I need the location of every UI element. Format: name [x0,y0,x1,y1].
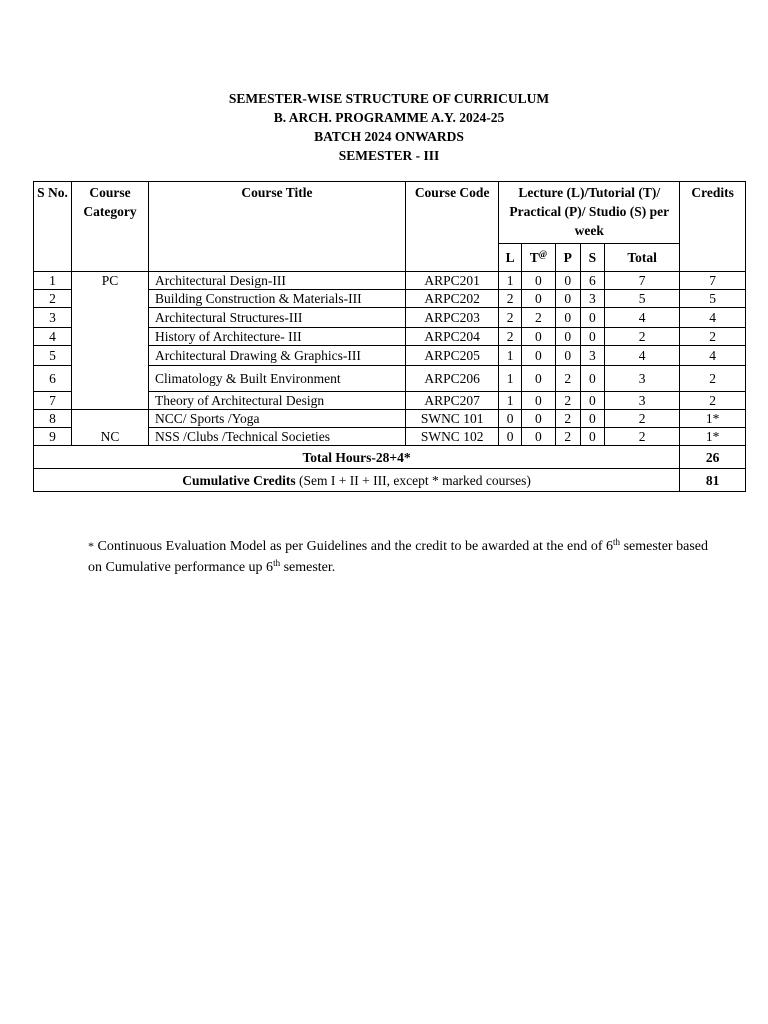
cell-course-code: ARPC203 [405,308,498,328]
cell-t: 0 [521,346,555,366]
cell-sno: 5 [34,346,72,366]
cell-p: 0 [555,346,580,366]
cell-s: 0 [580,410,605,428]
cumulative-credits-label: Cumulative Credits [182,472,296,488]
table-header-row [34,182,746,244]
cell-course-category [72,346,149,366]
cell-p: 2 [555,392,580,410]
cell-s: 0 [580,428,605,446]
header-l: L [499,244,522,272]
cell-credits: 1* [680,410,746,428]
cell-l: 1 [499,346,522,366]
cell-t: 0 [521,428,555,446]
cell-course-title: Climatology & Built Environment [149,366,406,392]
table-row [34,290,746,308]
cell-p: 2 [555,366,580,392]
cell-total: 3 [605,392,680,410]
cell-p: 0 [555,308,580,328]
cell-course-title: NCC/ Sports /Yoga [149,410,406,428]
header-t-superscript: @ [538,248,548,259]
table-row [34,346,746,366]
cell-course-title: Architectural Structures-III [149,308,406,328]
cell-l: 2 [499,290,522,308]
header-course-title: Course Title [149,182,406,272]
cell-t: 0 [521,410,555,428]
cell-course-code: SWNC 101 [405,410,498,428]
cell-credits: 4 [680,346,746,366]
total-hours-credits: 26 [680,446,746,469]
cell-total: 2 [605,428,680,446]
cell-total: 4 [605,346,680,366]
cell-course-category [72,366,149,392]
cell-course-code: ARPC201 [405,272,498,290]
cell-credits: 2 [680,366,746,392]
header-p: P [555,244,580,272]
header-credits: Credits [680,182,746,272]
cell-total: 2 [605,410,680,428]
curriculum-table [33,181,746,492]
cell-s: 3 [580,290,605,308]
cell-course-category [72,392,149,410]
cell-credits: 2 [680,328,746,346]
footnote-superscript-1: th [613,537,621,547]
cell-sno: 9 [34,428,72,446]
cell-l: 1 [499,366,522,392]
cell-sno: 1 [34,272,72,290]
cell-sno: 7 [34,392,72,410]
cell-sno: 3 [34,308,72,328]
cumulative-credits-cell [34,469,680,492]
header-s: S [580,244,605,272]
heading-line-2: B. ARCH. PROGRAMME A.Y. 2024-25 [273,110,505,125]
cell-sno: 6 [34,366,72,392]
cell-total: 5 [605,290,680,308]
table-row [34,392,746,410]
heading-line-3: BATCH 2024 ONWARDS [314,129,464,144]
cell-t: 0 [521,290,555,308]
cell-t: 0 [521,272,555,290]
cell-credits: 4 [680,308,746,328]
header-ltps: Lecture (L)/Tutorial (T)/ Practical (P)/ Studio (S) per week [499,182,680,244]
cell-p: 0 [555,328,580,346]
cell-course-category: PC [72,272,149,290]
cell-l: 0 [499,428,522,446]
cell-course-title: History of Architecture- III [149,328,406,346]
cell-sno: 4 [34,328,72,346]
document-heading [0,89,768,165]
footnote [88,536,708,578]
cell-course-code: SWNC 102 [405,428,498,446]
table-row [34,308,746,328]
footnote-superscript-2: th [273,558,281,568]
header-course-code: Course Code [405,182,498,272]
cell-l: 0 [499,410,522,428]
cell-course-title: Architectural Design-III [149,272,406,290]
header-t: T@ [521,244,555,272]
cell-course-category [72,410,149,428]
cumulative-credits-row [34,469,746,492]
cell-course-title: Building Construction & Materials-III [149,290,406,308]
cell-course-title: Theory of Architectural Design [149,392,406,410]
cell-l: 2 [499,328,522,346]
cell-course-code: ARPC206 [405,366,498,392]
table-row [34,366,746,392]
cell-course-code: ARPC205 [405,346,498,366]
cell-course-category: NC [72,428,149,446]
cell-l: 1 [499,272,522,290]
cell-sno: 2 [34,290,72,308]
total-hours-row [34,446,746,469]
cell-t: 0 [521,366,555,392]
cell-total: 7 [605,272,680,290]
heading-line-4: SEMESTER - III [338,148,440,163]
heading-line-1: SEMESTER-WISE STRUCTURE OF CURRICULUM [228,91,550,106]
cell-total: 4 [605,308,680,328]
footnote-asterisk: * [88,539,94,553]
cell-s: 0 [580,328,605,346]
cell-p: 0 [555,272,580,290]
footnote-text-3: semester. [280,560,336,575]
header-sno: S No. [34,182,72,272]
cell-t: 0 [521,392,555,410]
footnote-text-1: Continuous Evaluation Model as per Guidelines and the credit to be awarded at the end of 6 [94,539,614,554]
cell-p: 2 [555,410,580,428]
cell-credits: 1* [680,428,746,446]
footnote-text-2: semester based on Cumulative performance up 6 [88,539,708,575]
cumulative-credits-value: 81 [680,469,746,492]
cell-l: 2 [499,308,522,328]
cell-s: 3 [580,346,605,366]
cell-t: 2 [521,308,555,328]
cell-course-title: NSS /Clubs /Technical Societies [149,428,406,446]
cell-l: 1 [499,392,522,410]
table-row [34,428,746,446]
cell-course-category [72,290,149,308]
cell-s: 0 [580,392,605,410]
cumulative-credits-note: (Sem I + II + III, except * marked courses) [295,472,531,488]
table-row [34,272,746,290]
cell-total: 2 [605,328,680,346]
cell-course-category [72,308,149,328]
cell-credits: 7 [680,272,746,290]
cell-course-code: ARPC202 [405,290,498,308]
cell-course-code: ARPC204 [405,328,498,346]
header-total: Total [605,244,680,272]
cell-t: 0 [521,328,555,346]
table-row [34,328,746,346]
cell-p: 2 [555,428,580,446]
header-course-category: Course Category [72,182,149,272]
cell-p: 0 [555,290,580,308]
cell-s: 0 [580,366,605,392]
cell-total: 3 [605,366,680,392]
cell-sno: 8 [34,410,72,428]
cell-s: 0 [580,308,605,328]
cell-course-category [72,328,149,346]
cell-credits: 5 [680,290,746,308]
cell-course-title: Architectural Drawing & Graphics-III [149,346,406,366]
cell-s: 6 [580,272,605,290]
total-hours-label: Total Hours-28+4* [34,446,680,469]
table-row [34,410,746,428]
cell-credits: 2 [680,392,746,410]
cell-course-code: ARPC207 [405,392,498,410]
